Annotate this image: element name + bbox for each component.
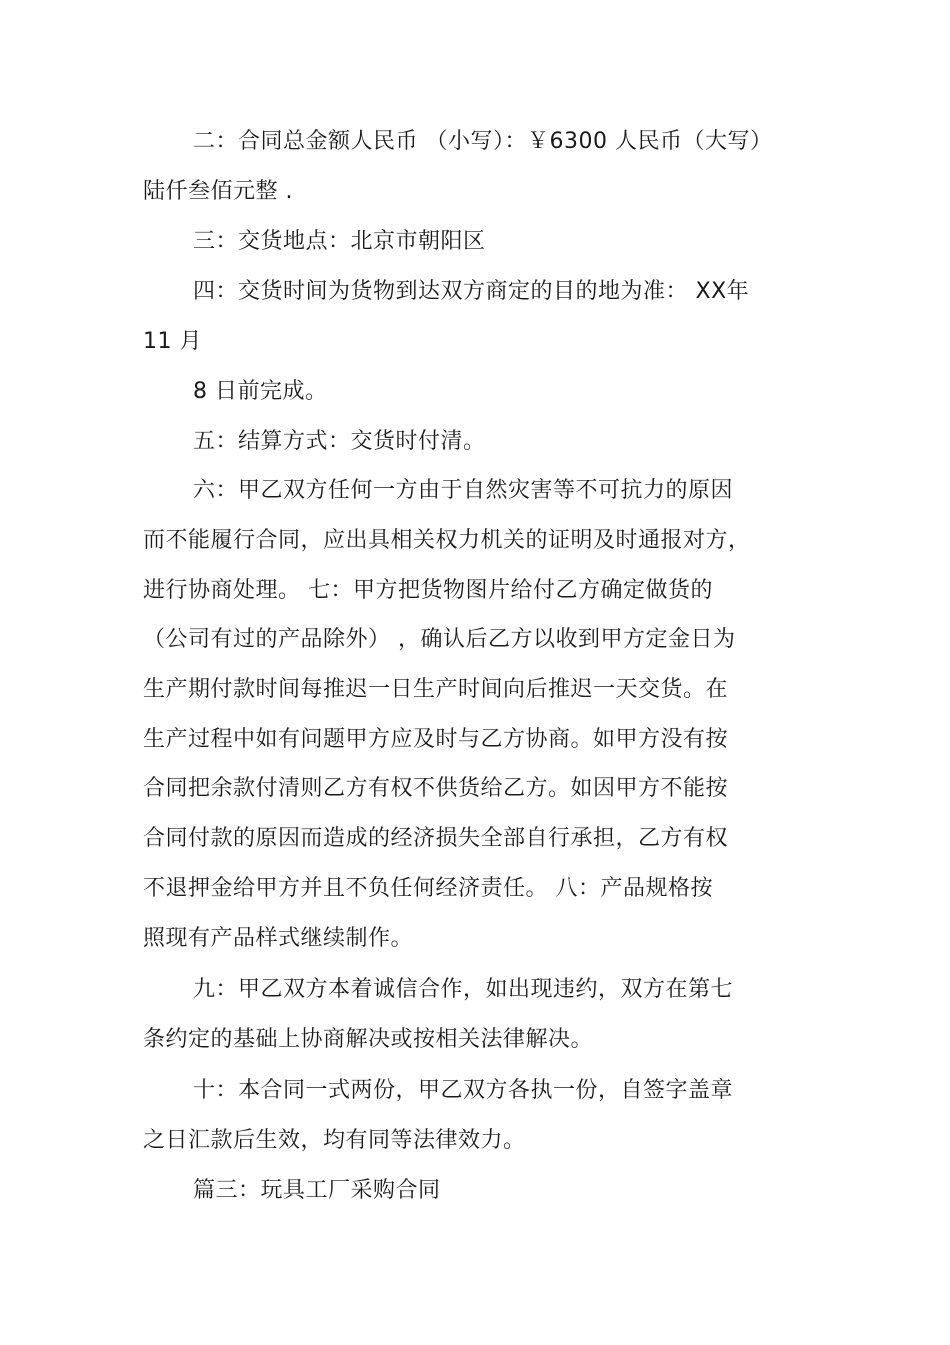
clause-9-line-1: 九：甲乙双方本着诚信合作，如出现违约，双方在第七 — [193, 977, 734, 1002]
clause-7-8-line: 不退押金给甲方并且不负任何经济责任。 八：产品规格按 — [143, 876, 713, 901]
clause-7-line-3: 生产期付款时间每推迟一日生产时间向后推迟一天交货。在 — [143, 677, 729, 702]
clause-10-line-2: 之日汇款后生效，均有同等法律效力。 — [143, 1128, 526, 1153]
clause-5-line: 五：结算方式：交货时付清。 — [193, 429, 486, 454]
clause-4-line-2: 11 月 — [143, 329, 202, 354]
clause-6-line-1: 六：甲乙双方任何一方由于自然灾害等不可抗力的原因 — [193, 478, 734, 503]
clause-2-line-1: 二：合同总金额人民币 （小写）：￥6300 人民币（大写） — [193, 129, 773, 154]
clause-7-line-5: 合同把余款付清则乙方有权不供货给乙方。如因甲方不能按 — [143, 776, 729, 801]
clause-7-line-2: （公司有过的产品除外） ，确认后乙方以收到甲方定金日为 — [143, 627, 736, 652]
clause-7-line-4: 生产过程中如有问题甲方应及时与乙方协商。如甲方没有按 — [143, 727, 729, 752]
clause-3-line: 三：交货地点：北京市朝阳区 — [193, 229, 486, 254]
clause-8-line-2: 照现有产品样式继续制作。 — [143, 926, 414, 951]
section-heading: 篇三：玩具工厂采购合同 — [193, 1178, 441, 1203]
clause-4-line-3: 8 日前完成。 — [193, 379, 328, 404]
clause-6-line-2: 而不能履行合同，应出具相关权力机关的证明及时通报对方， — [143, 528, 751, 553]
clause-2-line-2: 陆仟叁佰元整 . — [143, 179, 293, 204]
clause-4-line-1: 四：交货时间为货物到达双方商定的目的地为准： XX年 — [193, 279, 750, 304]
clause-10-line-1: 十：本合同一式两份，甲乙双方各执一份，自签字盖章 — [193, 1078, 734, 1103]
clause-9-line-2: 条约定的基础上协商解决或按相关法律解决。 — [143, 1027, 594, 1052]
clause-7-line-6: 合同付款的原因而造成的经济损失全部自行承担，乙方有权 — [143, 826, 729, 851]
clause-6-7-line: 进行协商处理。 七：甲方把货物图片给付乙方确定做货的 — [143, 578, 713, 603]
